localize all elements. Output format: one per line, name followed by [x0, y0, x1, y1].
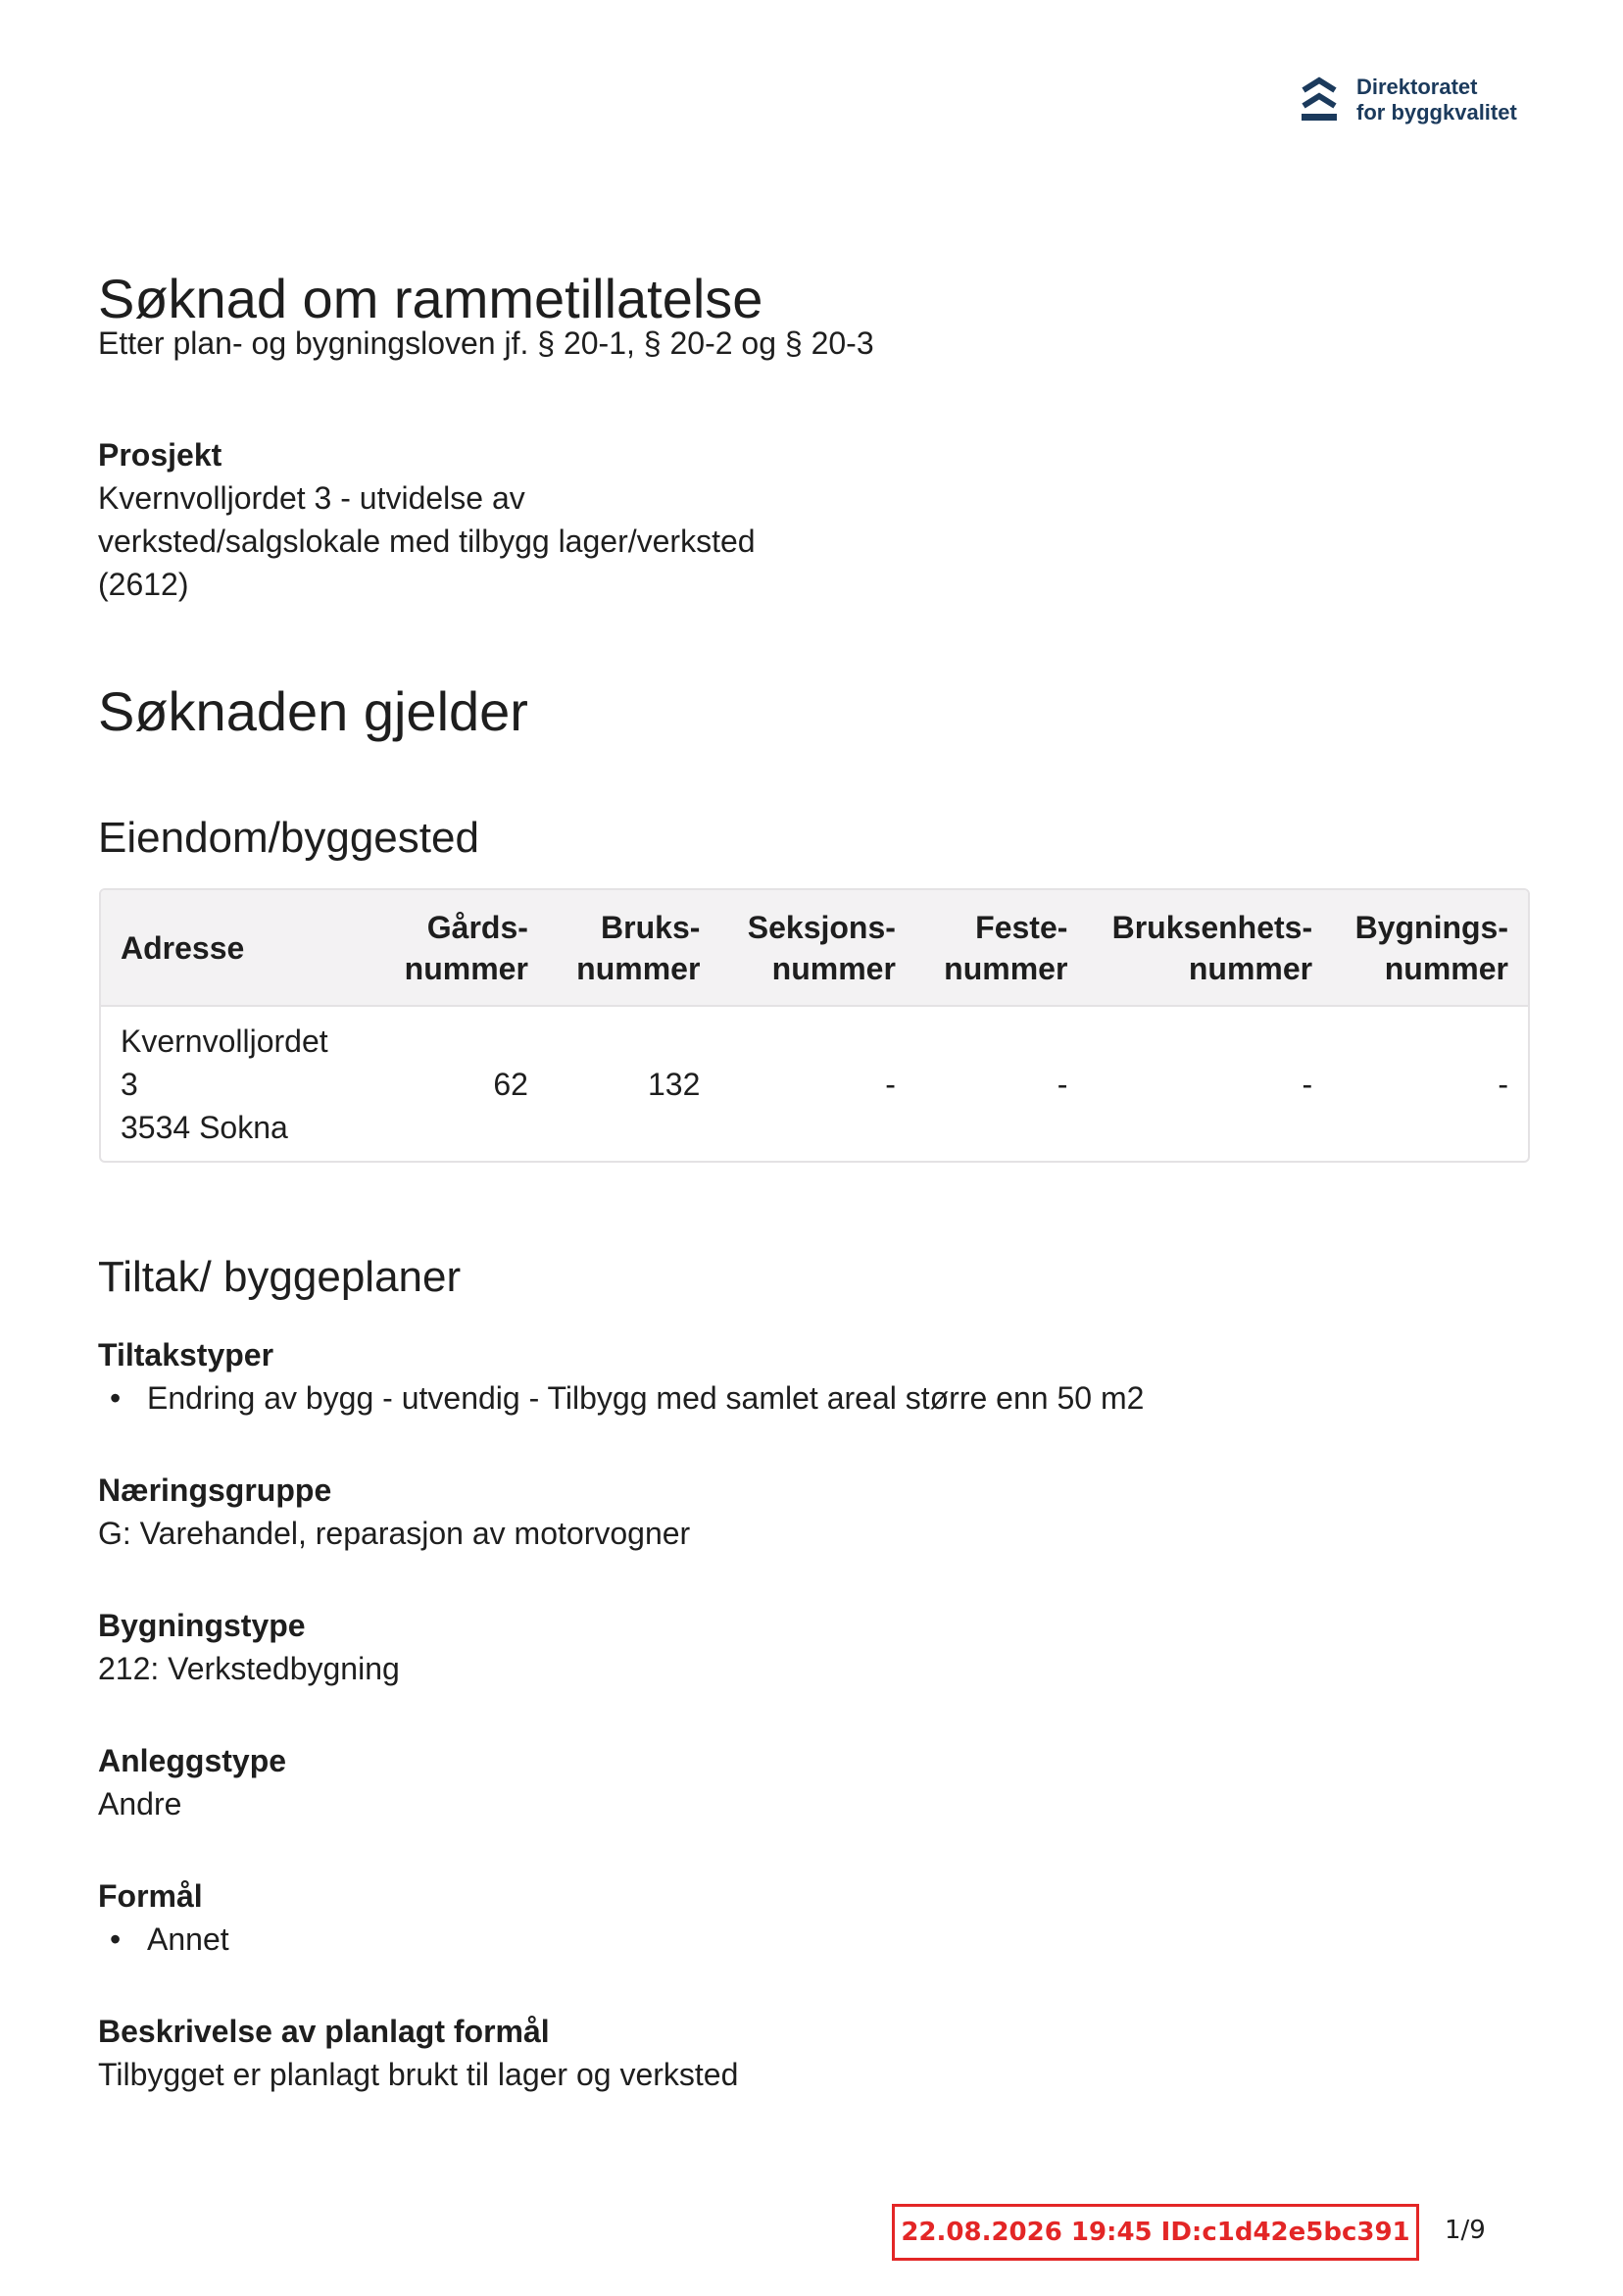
tiltak-heading: Tiltak/ byggeplaner — [98, 1253, 462, 1301]
header-gardsnummer: Gårds- nummer — [404, 909, 528, 986]
document-subtitle: Etter plan- og bygningsloven jf. § 20-1, § 20-2 og § 20-3 — [98, 325, 874, 361]
cell-bruksnummer: 132 — [648, 1066, 701, 1102]
document-title: Søknad om rammetillatelse — [98, 268, 763, 329]
header-bruksnummer: Bruks- nummer — [576, 909, 701, 986]
section-title: Søknaden gjelder — [98, 680, 528, 742]
field-value: Tilbygget er planlagt brukt til lager og verksted — [98, 2057, 739, 2092]
logo-line-2: for byggkvalitet — [1356, 100, 1517, 125]
cell-bygningsnummer: - — [1498, 1066, 1508, 1102]
list-item: • Endring av bygg - utvendig - Tilbygg med samlet areal større enn 50 m2 — [98, 1376, 1470, 1420]
logo-line-1: Direktoratet — [1356, 75, 1478, 99]
table-row — [101, 1006, 1528, 1161]
field-formal — [98, 1874, 1470, 1961]
field-value: 212: Verkstedbygning — [98, 1651, 400, 1686]
tiltakstyper-list — [98, 1376, 1470, 1420]
property-heading: Eiendom/byggested — [98, 814, 479, 862]
project-line: verksted/salgslokale med tilbygg lager/verksted — [98, 524, 756, 559]
header-bruksenhetsnummer: Bruksenhets- nummer — [1111, 909, 1313, 986]
field-label: Bygningstype — [98, 1608, 306, 1643]
table-header-row — [101, 890, 1528, 1006]
field-anleggstype — [98, 1739, 1470, 1825]
field-value: Andre — [98, 1786, 182, 1822]
header-bygningsnummer: Bygnings- nummer — [1354, 909, 1508, 986]
field-naeringsgruppe — [98, 1469, 1470, 1555]
project-line: (2612) — [98, 567, 189, 602]
list-item: • Annet — [98, 1918, 1470, 1961]
page-number: 1/9 — [1445, 2216, 1486, 2245]
field-value: G: Varehandel, reparasjon av motorvogner — [98, 1516, 691, 1551]
formal-list — [98, 1918, 1470, 1961]
cell-gardsnummer: 62 — [493, 1066, 528, 1102]
field-tiltakstyper — [98, 1333, 1470, 1420]
field-label: Formål — [98, 1878, 203, 1914]
dibk-logo-icon — [1300, 76, 1339, 124]
property-table — [99, 888, 1530, 1163]
field-label: Beskrivelse av planlagt formål — [98, 2014, 550, 2049]
tiltak-fields — [98, 1333, 1470, 2145]
field-label: Tiltakstyper — [98, 1337, 274, 1373]
project-block — [98, 433, 882, 606]
cell-festenummer: - — [1057, 1066, 1068, 1102]
field-label: Anleggstype — [98, 1743, 287, 1778]
field-bygningstype — [98, 1604, 1470, 1690]
header-adresse: Adresse — [121, 929, 245, 966]
header-seksjonsnummer: Seksjons- nummer — [747, 909, 896, 986]
project-label: Prosjekt — [98, 437, 222, 473]
cell-seksjonsnummer: - — [885, 1066, 896, 1102]
field-beskrivelse — [98, 2010, 1470, 2096]
agency-logo — [1300, 75, 1517, 125]
field-label: Næringsgruppe — [98, 1472, 332, 1508]
cell-bruksenhetsnummer: - — [1302, 1066, 1313, 1102]
cell-adresse: Kvernvolljordet 3 3534 Sokna — [121, 1023, 328, 1145]
timestamp-stamp: 22.08.2026 19:45 ID:c1d42e5bc391 — [892, 2204, 1419, 2261]
logo-text — [1356, 75, 1517, 125]
header-festenummer: Feste- nummer — [944, 909, 1068, 986]
project-line: Kvernvolljordet 3 - utvidelse av — [98, 480, 525, 516]
